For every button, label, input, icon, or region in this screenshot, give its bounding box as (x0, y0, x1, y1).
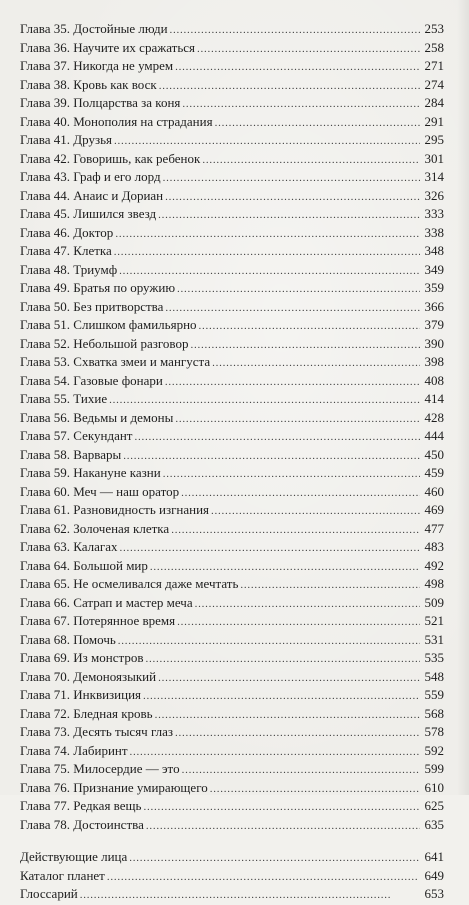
toc-chapter-entry-page-number: 509 (424, 594, 444, 610)
dot-leader (215, 114, 420, 133)
toc-chapter-entry[interactable] (20, 20, 444, 39)
dot-leader (199, 317, 420, 336)
toc-chapter-entry-page-number: 610 (424, 779, 444, 795)
toc-chapter-entry-title: Глава 37. Никогда не умрем (20, 58, 174, 73)
toc-chapter-entry[interactable] (20, 797, 444, 816)
dot-leader (190, 336, 420, 355)
toc-chapter-entry[interactable] (20, 575, 444, 594)
toc-chapter-entry-page-number: 338 (424, 224, 444, 240)
dot-leader (114, 243, 420, 262)
toc-chapter-entry[interactable] (20, 668, 444, 687)
toc-chapter-entry-page-number: 398 (424, 354, 444, 369)
dot-leader (211, 502, 420, 521)
toc-appendix-entry-page-number: 641 (424, 849, 444, 864)
toc-appendix-entry-page-number: 649 (424, 867, 444, 883)
toc-chapter-entry[interactable] (20, 372, 444, 391)
toc-chapter-entry[interactable] (20, 760, 444, 779)
toc-chapter-entry-page-number: 635 (424, 816, 444, 832)
toc-chapter-entry-page-number: 559 (424, 687, 444, 702)
toc-chapter-entry-title: Глава 72. Бледная кровь (20, 705, 153, 721)
dot-leader (182, 761, 420, 780)
toc-chapter-entry-title: Глава 68. Помочь (20, 631, 116, 647)
toc-chapter-entry-page-number: 548 (424, 668, 444, 684)
dot-leader (163, 169, 420, 188)
toc-chapter-entry-title: Глава 35. Достойные люди (20, 21, 168, 36)
toc-chapter-entry[interactable] (20, 816, 444, 835)
toc-chapter-entry-title: Глава 58. Варвары (20, 446, 122, 462)
dot-leader (109, 391, 420, 410)
toc-appendix-entry[interactable] (20, 867, 444, 886)
dot-leader (165, 188, 420, 207)
toc-chapter-entry-page-number: 366 (424, 298, 444, 314)
toc-chapter-entry-title: Глава 36. Научите их сражаться (20, 39, 195, 55)
toc-chapter-entry-title: Глава 74. Лабиринт (20, 742, 128, 758)
dot-leader (123, 447, 420, 466)
toc-appendix-entry[interactable] (20, 848, 444, 867)
toc-chapter-entry-page-number: 444 (424, 428, 444, 443)
toc-chapter-entry[interactable] (20, 187, 444, 206)
toc-chapter-entry[interactable] (20, 483, 444, 502)
toc-chapter-entry-title: Глава 38. Кровь как воск (20, 76, 157, 92)
toc-chapter-entry-title: Глава 73. Десять тысяч глаз (20, 724, 174, 739)
toc-chapter-entry[interactable] (20, 538, 444, 557)
toc-chapter-entry-page-number: 301 (424, 150, 444, 166)
toc-chapter-entry-page-number: 258 (424, 39, 444, 55)
dot-leader (146, 650, 421, 669)
toc-chapter-entry[interactable] (20, 168, 444, 187)
toc-chapter-entry[interactable] (20, 723, 444, 742)
toc-chapter-entry[interactable] (20, 242, 444, 261)
toc-chapter-entry[interactable] (20, 131, 444, 150)
toc-chapter-entry-title: Глава 76. Признание умирающего (20, 779, 208, 795)
page-edge-shadow (457, 0, 469, 795)
toc-chapter-entry-page-number: 592 (424, 742, 444, 758)
toc-chapter-entry-page-number: 284 (424, 95, 444, 110)
dot-leader (197, 40, 420, 59)
toc-chapter-entry-title: Глава 57. Секундант (20, 428, 133, 443)
toc-chapter-entry-page-number: 535 (424, 650, 444, 665)
dot-leader (177, 613, 420, 632)
toc-chapter-entry-title: Глава 66. Сатрап и мастер меча (20, 594, 193, 610)
toc-chapter-entry[interactable] (20, 39, 444, 58)
dot-leader (171, 521, 420, 540)
toc-chapter-entry[interactable] (20, 224, 444, 243)
toc-chapter-entry[interactable] (20, 742, 444, 761)
toc-chapter-entry-page-number: 459 (424, 465, 444, 480)
toc-chapter-entry-title: Глава 55. Тихие (20, 391, 108, 406)
toc-chapter-entry-title: Глава 49. Братья по оружию (20, 280, 176, 295)
toc-chapter-entry[interactable] (20, 520, 444, 539)
dot-leader (202, 151, 420, 170)
toc-chapter-entry-page-number: 333 (424, 206, 444, 221)
dot-leader (195, 595, 420, 614)
toc-chapter-entry-title: Глава 48. Триумф (20, 261, 118, 277)
dot-leader (119, 262, 420, 281)
dot-leader (146, 817, 420, 836)
toc-chapter-entry-page-number: 460 (424, 483, 444, 499)
toc-chapter-entry-page-number: 492 (424, 557, 444, 573)
toc-chapter-entry-page-number: 531 (424, 631, 444, 647)
dot-leader (210, 780, 420, 799)
toc-chapter-entry-title: Глава 59. Накануне казни (20, 465, 161, 480)
toc-appendix-entry[interactable] (20, 885, 444, 904)
toc-chapter-entry[interactable] (20, 594, 444, 613)
dot-leader (135, 428, 421, 447)
toc-appendix-entry-title: Действующие лица (20, 849, 128, 864)
toc-chapter-entry-title: Глава 45. Лишился звезд (20, 206, 157, 221)
toc-chapter-entry[interactable] (20, 705, 444, 724)
toc-chapter-entry-title: Глава 40. Монополия на страдания (20, 113, 213, 129)
toc-chapter-entry-title: Глава 78. Достоинства (20, 816, 144, 832)
toc-chapter-entry-title: Глава 53. Схватка змеи и мангуста (20, 354, 211, 369)
toc-chapter-entry-title: Глава 46. Доктор (20, 224, 114, 240)
toc-chapter-entry-page-number: 483 (424, 539, 444, 554)
toc-chapter-entry-title: Глава 64. Большой мир (20, 557, 148, 573)
dot-leader (155, 706, 420, 725)
toc-chapter-entry-title: Глава 67. Потерянное время (20, 613, 176, 628)
toc-chapter-entry-title: Глава 75. Милосердие — это (20, 761, 180, 776)
dot-leader (181, 484, 420, 503)
toc-chapter-entry-page-number: 578 (424, 724, 444, 739)
toc-chapter-entry-page-number: 253 (424, 21, 444, 36)
toc-chapter-entry-page-number: 359 (424, 280, 444, 295)
toc-chapter-entry-title: Глава 77. Редкая вещь (20, 798, 142, 813)
dot-leader (165, 299, 420, 318)
dot-leader (129, 849, 420, 868)
toc-chapter-entry-title: Глава 70. Демоноязыкий (20, 668, 157, 684)
toc-chapter-entry-page-number: 349 (424, 261, 444, 277)
dot-leader (165, 373, 420, 392)
toc-chapter-entry-page-number: 390 (424, 335, 444, 351)
dot-leader (175, 724, 420, 743)
dot-leader (163, 465, 420, 484)
toc-chapter-entry-page-number: 498 (424, 576, 444, 591)
toc-chapter-entry[interactable] (20, 409, 444, 428)
toc-chapter-entry-page-number: 568 (424, 705, 444, 721)
toc-chapter-entry-page-number: 599 (424, 761, 444, 776)
toc-chapter-entry-page-number: 450 (424, 446, 444, 462)
appendix-list (20, 848, 444, 904)
dot-leader (175, 410, 420, 429)
toc-chapter-entry-title: Глава 54. Газовые фонари (20, 372, 163, 388)
toc-chapter-entry-title: Глава 60. Меч — наш оратор (20, 483, 180, 499)
toc-chapter-entry[interactable] (20, 631, 444, 650)
toc-chapter-entry[interactable] (20, 557, 444, 576)
toc-chapter-entry-page-number: 408 (424, 372, 444, 388)
toc-chapter-entry[interactable] (20, 261, 444, 280)
toc-chapter-entry-page-number: 625 (424, 798, 444, 813)
chapter-list (20, 20, 444, 834)
toc-chapter-entry-title: Глава 44. Анаис и Дориан (20, 187, 164, 203)
toc-chapter-entry-title: Глава 47. Клетка (20, 243, 112, 258)
dot-leader (158, 206, 420, 225)
dot-leader (143, 798, 420, 817)
dot-leader (240, 576, 420, 595)
dot-leader (159, 77, 420, 96)
toc-chapter-entry-page-number: 521 (424, 613, 444, 628)
dot-leader (182, 95, 420, 114)
toc-chapter-entry-title: Глава 69. Из монстров (20, 650, 144, 665)
toc-chapter-entry-page-number: 271 (424, 58, 444, 73)
toc-chapter-entry[interactable] (20, 57, 444, 76)
toc-appendix-entry-page-number: 653 (424, 886, 444, 901)
toc-chapter-entry[interactable] (20, 316, 444, 335)
toc-chapter-entry-page-number: 326 (424, 187, 444, 203)
dot-leader (143, 687, 420, 706)
dot-leader (177, 280, 420, 299)
toc-chapter-entry[interactable] (20, 779, 444, 798)
toc-chapter-entry-title: Глава 65. Не осмеливался даже мечтать (20, 576, 239, 591)
toc-chapter-entry-page-number: 477 (424, 520, 444, 536)
toc-chapter-entry-title: Глава 52. Небольшой разговор (20, 335, 189, 351)
toc-chapter-entry[interactable] (20, 686, 444, 705)
toc-chapter-entry-page-number: 379 (424, 317, 444, 332)
dot-leader (212, 354, 420, 373)
toc-chapter-entry-title: Глава 63. Калагах (20, 539, 118, 554)
toc-chapter-entry-page-number: 469 (424, 502, 444, 517)
dot-leader (118, 632, 420, 651)
toc-chapter-entry-title: Глава 56. Ведьмы и демоны (20, 409, 174, 425)
toc-chapter-entry[interactable] (20, 390, 444, 409)
toc-chapter-entry[interactable] (20, 649, 444, 668)
toc-chapter-entry-page-number: 295 (424, 132, 444, 147)
toc-chapter-entry[interactable] (20, 464, 444, 483)
toc-chapter-entry[interactable] (20, 113, 444, 132)
toc-chapter-entry[interactable] (20, 76, 444, 95)
toc-chapter-entry[interactable] (20, 298, 444, 317)
dot-leader (130, 743, 420, 762)
toc-chapter-entry-title: Глава 43. Граф и его лорд (20, 169, 161, 184)
toc-chapter-entry-page-number: 314 (424, 169, 444, 184)
dot-leader (120, 539, 420, 558)
toc-chapter-entry-page-number: 274 (424, 76, 444, 92)
toc-chapter-entry-title: Глава 42. Говоришь, как ребенок (20, 150, 201, 166)
toc-chapter-entry-page-number: 348 (424, 243, 444, 258)
toc-chapter-entry-title: Глава 41. Друзья (20, 132, 113, 147)
dot-leader (107, 868, 420, 887)
toc-chapter-entry[interactable] (20, 612, 444, 631)
table-of-contents (20, 20, 444, 904)
toc-chapter-entry[interactable] (20, 150, 444, 169)
toc-chapter-entry-page-number: 291 (424, 113, 444, 129)
toc-appendix-entry-title: Глоссарий (20, 886, 78, 901)
toc-chapter-entry-title: Глава 51. Слишком фамильярно (20, 317, 197, 332)
toc-chapter-entry-title: Глава 50. Без притворства (20, 298, 164, 314)
toc-chapter-entry[interactable] (20, 446, 444, 465)
toc-chapter-entry[interactable] (20, 279, 444, 298)
dot-leader (115, 225, 420, 244)
dot-leader (80, 886, 420, 905)
dot-leader (114, 132, 420, 151)
dot-leader (150, 558, 420, 577)
toc-chapter-entry[interactable] (20, 427, 444, 446)
toc-chapter-entry-title: Глава 39. Полцарства за коня (20, 95, 181, 110)
toc-appendix-entry-title: Каталог планет (20, 867, 105, 883)
section-gap (20, 834, 444, 848)
dot-leader (158, 669, 420, 688)
toc-chapter-entry-title: Глава 62. Золоченая клетка (20, 520, 170, 536)
dot-leader (175, 58, 420, 77)
toc-chapter-entry-page-number: 414 (424, 391, 444, 406)
toc-chapter-entry[interactable] (20, 335, 444, 354)
dot-leader (170, 21, 420, 40)
toc-chapter-entry-title: Глава 61. Разновидность изгнания (20, 502, 210, 517)
toc-chapter-entry-title: Глава 71. Инквизиция (20, 687, 142, 702)
toc-chapter-entry[interactable] (20, 205, 444, 224)
toc-chapter-entry-page-number: 428 (424, 409, 444, 425)
toc-chapter-entry[interactable] (20, 501, 444, 520)
toc-chapter-entry[interactable] (20, 94, 444, 113)
toc-chapter-entry[interactable] (20, 353, 444, 372)
